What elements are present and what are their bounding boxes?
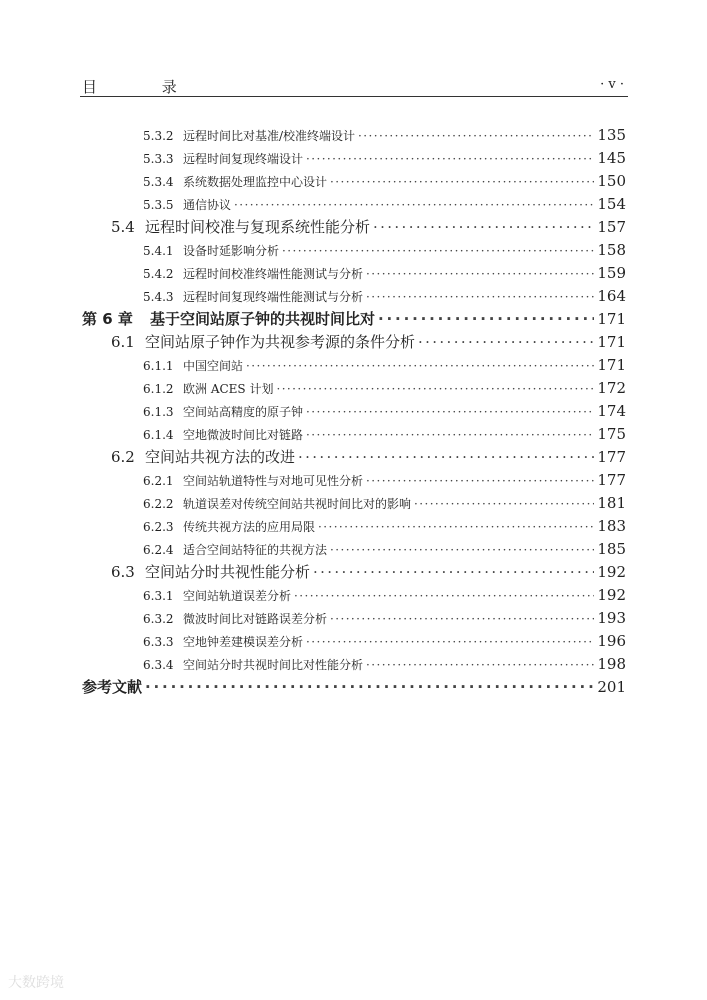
toc-entry[interactable] (80, 561, 626, 584)
dot-leader (366, 263, 594, 286)
toc-entry-number: 5.4.1 (143, 244, 174, 258)
toc-entry-page: 185 (597, 540, 626, 558)
toc-entry-page: 171 (597, 333, 626, 351)
toc-entry-number: 6.3.1 (143, 589, 174, 603)
toc-entry-title: 微波时间比对链路误差分析 (183, 612, 328, 626)
toc-entry-number: 6.1.4 (143, 428, 174, 442)
toc-entry-title: 空间站共视方法的改进 (145, 448, 296, 466)
toc-entry[interactable] (80, 354, 626, 377)
toc-entry[interactable] (80, 653, 626, 676)
toc-entry[interactable] (80, 216, 626, 239)
toc-entry-title: 空地微波时间比对链路 (183, 428, 304, 442)
dot-leader (145, 676, 594, 699)
toc-entry-number: 5.3.2 (143, 129, 174, 143)
toc-entry-number: 第 6 章 (82, 310, 133, 328)
toc-entry[interactable] (80, 584, 626, 607)
toc-entry-title: 远程时间复现终端设计 (183, 152, 304, 166)
toc-entry-title: 中国空间站 (183, 359, 244, 373)
toc-entry-number: 6.2.3 (143, 520, 174, 534)
toc-entry-title: 通信协议 (183, 198, 232, 212)
toc-entry-page: 150 (597, 172, 626, 190)
toc-entry-page: 171 (597, 356, 626, 374)
toc-entry-number: 6.2.4 (143, 543, 174, 557)
toc-entry[interactable] (80, 607, 626, 630)
toc-entry-page: 154 (597, 195, 626, 213)
dot-leader (306, 148, 594, 171)
toc-entry-number: 5.4.2 (143, 267, 174, 281)
toc-entry[interactable] (80, 124, 626, 147)
toc-entry[interactable] (80, 262, 626, 285)
toc-entry[interactable] (80, 446, 626, 469)
toc-entry-title: 空间站轨道误差分析 (183, 589, 292, 603)
dot-leader (294, 585, 594, 608)
toc-entry-title: 轨道误差对传统空间站共视时间比对的影响 (183, 497, 412, 511)
toc-entry-page: 135 (597, 126, 626, 144)
toc-entry-number: 5.3.3 (143, 152, 174, 166)
toc-entry-page: 177 (597, 471, 626, 489)
toc-entry[interactable] (80, 170, 626, 193)
running-header (80, 76, 628, 97)
toc-entry-page: 164 (597, 287, 626, 305)
toc-entry-title: 空地钟差建模误差分析 (183, 635, 304, 649)
dot-leader (358, 125, 594, 148)
toc-entry-title: 远程时间复现终端性能测试与分析 (183, 290, 364, 304)
toc-entry[interactable] (80, 285, 626, 308)
toc-entry[interactable] (80, 538, 626, 561)
dot-leader (298, 446, 594, 469)
toc-entry-title: 适合空间站特征的共视方法 (183, 543, 328, 557)
toc-entry[interactable] (80, 515, 626, 538)
toc-entry-number: 6.2 (111, 448, 135, 466)
dot-leader (378, 308, 594, 331)
toc-entry-number: 6.3.2 (143, 612, 174, 626)
dot-leader (246, 355, 594, 378)
toc-entry-title: 空间站高精度的原子钟 (183, 405, 304, 419)
dot-leader (373, 216, 594, 239)
toc-entry-page: 198 (597, 655, 626, 673)
toc-entry-number: 5.3.5 (143, 198, 174, 212)
toc-entry-number: 6.2.2 (143, 497, 174, 511)
toc-entry-title: 空间站轨道特性与对地可见性分析 (183, 474, 364, 488)
toc-entry[interactable] (80, 469, 626, 492)
dot-leader (306, 401, 594, 424)
toc-entry[interactable] (80, 308, 626, 331)
toc-entry-number: 5.3.4 (143, 175, 174, 189)
dot-leader (306, 424, 594, 447)
watermark: 大数跨境 (8, 975, 64, 991)
toc-entry-page: 172 (597, 379, 626, 397)
toc-entry-number: 5.4.3 (143, 290, 174, 304)
dot-leader (366, 286, 594, 309)
toc-entry-number: 6.1.1 (143, 359, 174, 373)
toc-entry[interactable] (80, 492, 626, 515)
toc-entry-title: 空间站原子钟作为共视参考源的条件分析 (145, 333, 416, 351)
toc-entry-page: 192 (597, 586, 626, 604)
toc-entry-title: 空间站分时共视时间比对性能分析 (183, 658, 364, 672)
dot-leader (330, 539, 594, 562)
dot-leader (414, 493, 594, 516)
toc-entry[interactable] (80, 676, 626, 699)
toc-entry[interactable] (80, 147, 626, 170)
toc-entry-title: 欧洲 ACES 计划 (183, 382, 274, 396)
toc-entry[interactable] (80, 239, 626, 262)
toc-entry-title: 远程时间校准终端性能测试与分析 (183, 267, 364, 281)
toc-entry-title: 远程时间校准与复现系统性能分析 (145, 218, 371, 236)
toc-entry-title: 基于空间站原子钟的共视时间比对 (150, 310, 376, 328)
toc-entry-title: 传统共视方法的应用局限 (183, 520, 316, 534)
dot-leader (313, 561, 594, 584)
dot-leader (282, 240, 594, 263)
toc-entry-title: 空间站分时共视性能分析 (145, 563, 311, 581)
toc-entry-page: 174 (597, 402, 626, 420)
toc-entry-page: 159 (597, 264, 626, 282)
toc-entry-page: 175 (597, 425, 626, 443)
toc-entry-page: 158 (597, 241, 626, 259)
toc-entry-page: 201 (597, 678, 626, 696)
toc-entry-page: 157 (597, 218, 626, 236)
toc-entry[interactable] (80, 630, 626, 653)
dot-leader (306, 631, 594, 654)
dot-leader (330, 608, 594, 631)
toc-entry-page: 192 (597, 563, 626, 581)
toc-entry-number: 5.4 (111, 218, 135, 236)
toc-entry[interactable] (80, 331, 626, 354)
dot-leader (330, 171, 594, 194)
toc-entry-title: 系统数据处理监控中心设计 (183, 175, 328, 189)
toc-entry-title: 远程时间比对基准/校准终端设计 (183, 129, 356, 143)
toc-entry-number: 6.3 (111, 563, 135, 581)
toc-entry[interactable] (80, 400, 626, 423)
toc-entry[interactable] (80, 423, 626, 446)
toc-entry-page: 193 (597, 609, 626, 627)
toc-entry-number: 6.1 (111, 333, 135, 351)
toc-entry-page: 145 (597, 149, 626, 167)
toc-entry-title: 设备时延影响分析 (183, 244, 280, 258)
toc-entry-title: 参考文献 (82, 678, 143, 696)
toc-entry-number: 6.3.3 (143, 635, 174, 649)
toc-entry-page: 196 (597, 632, 626, 650)
table-of-contents (80, 124, 626, 699)
toc-entry-number: 6.3.4 (143, 658, 174, 672)
toc-entry-page: 171 (597, 310, 626, 328)
toc-entry-page: 177 (597, 448, 626, 466)
dot-leader (366, 470, 594, 493)
dot-leader (234, 194, 594, 217)
toc-entry-number: 6.1.2 (143, 382, 174, 396)
toc-entry[interactable] (80, 377, 626, 400)
toc-entry-page: 183 (597, 517, 626, 535)
dot-leader (318, 516, 594, 539)
toc-entry-page: 181 (597, 494, 626, 512)
toc-entry-number: 6.1.3 (143, 405, 174, 419)
dot-leader (418, 331, 594, 354)
header-page-number: · v · (600, 77, 624, 92)
header-title: 目 录 (82, 78, 207, 96)
toc-entry[interactable] (80, 193, 626, 216)
dot-leader (366, 654, 594, 677)
toc-entry-number: 6.2.1 (143, 474, 174, 488)
dot-leader (276, 378, 594, 401)
